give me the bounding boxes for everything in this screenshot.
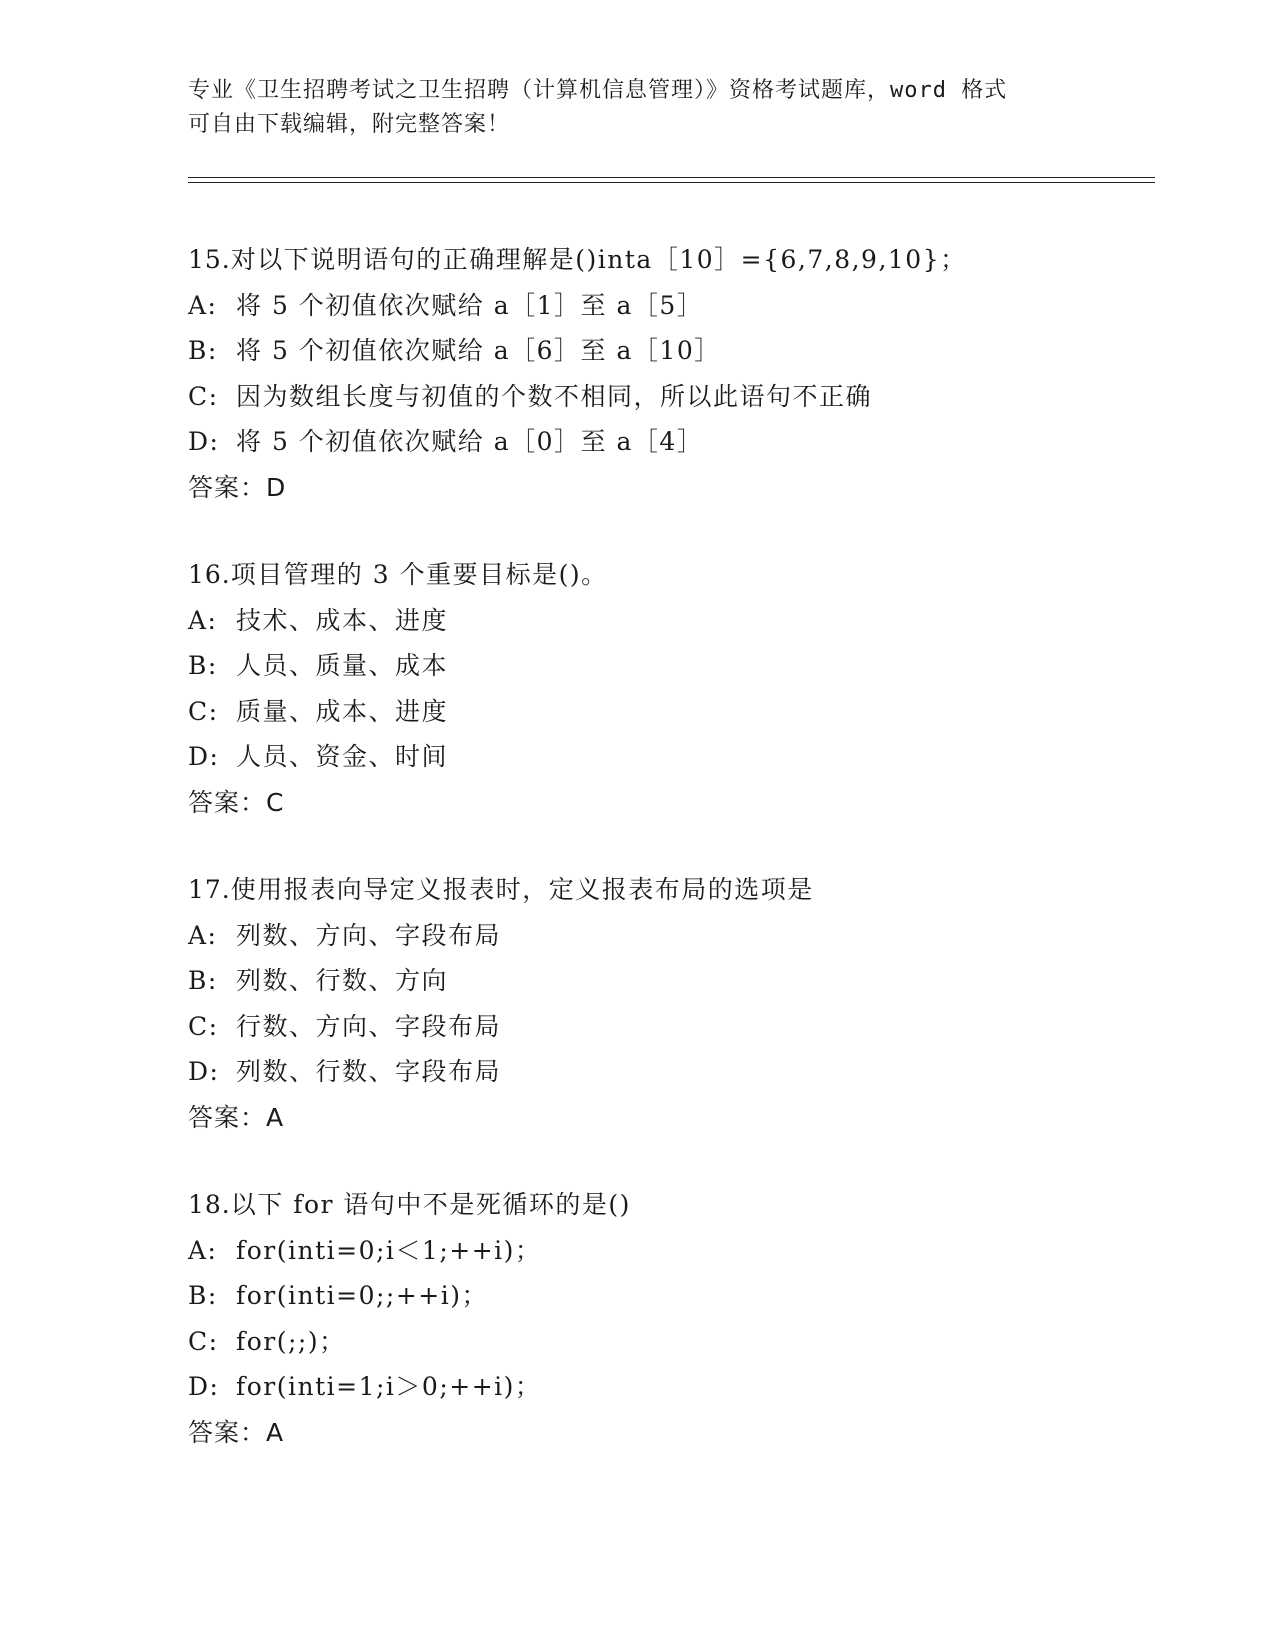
option-key: D: [188, 1057, 220, 1086]
header-divider-top [188, 177, 1155, 178]
option-text: 技术、成本、进度 [236, 605, 449, 635]
question-number: 15. [188, 245, 231, 274]
option-b [188, 1273, 1148, 1319]
option-text: 质量、成本、进度 [236, 696, 449, 726]
option-b [188, 328, 1148, 374]
option-key: B: [188, 336, 218, 365]
option-key: B: [188, 966, 218, 995]
option-text: 将 5 个初值依次赋给 a［0］至 a［4］ [236, 427, 704, 456]
question-number: 17. [188, 875, 231, 904]
option-c [188, 1004, 1148, 1050]
question-18 [188, 1182, 1148, 1455]
option-key: D: [188, 742, 220, 771]
question-stem [188, 867, 1148, 913]
option-text: for(inti=0;;++i)； [236, 1281, 488, 1310]
option-key: A: [188, 290, 218, 320]
option-key: A: [188, 920, 218, 950]
option-a [188, 283, 1148, 329]
option-key: A: [188, 1235, 218, 1265]
question-number: 16. [188, 560, 231, 589]
option-key: C: [188, 381, 219, 411]
option-text: 列数、行数、字段布局 [236, 1057, 502, 1086]
question-text: 对以下说明语句的正确理解是()inta［10］={6,7,8,9,10}； [230, 245, 967, 274]
header-line-2: 可自由下载编辑，附完整答案！ [188, 112, 511, 137]
option-a [188, 913, 1148, 959]
option-key: D: [188, 427, 220, 456]
header-divider-bottom [188, 182, 1155, 183]
option-text: 人员、质量、成本 [236, 651, 449, 680]
answer-line: 答案：D [188, 472, 287, 502]
option-text: 行数、方向、字段布局 [236, 1011, 502, 1041]
option-c [188, 1319, 1148, 1365]
option-key: A: [188, 605, 218, 635]
header-line-1: 专业《卫生招聘考试之卫生招聘（计算机信息管理）》资格考试题库，word 格式 [188, 78, 1008, 103]
question-stem [188, 1182, 1148, 1228]
option-key: C: [188, 696, 219, 726]
question-list [188, 237, 1148, 1497]
question-17 [188, 867, 1148, 1140]
option-c [188, 374, 1148, 420]
answer-line: 答案：A [188, 1102, 285, 1132]
option-d [188, 1049, 1148, 1095]
option-b [188, 643, 1148, 689]
option-text: 列数、方向、字段布局 [236, 920, 502, 950]
option-d [188, 734, 1148, 780]
option-text: 列数、行数、方向 [236, 966, 449, 995]
option-text: for(inti=1;i＞0;++i)； [236, 1372, 542, 1401]
option-text: 因为数组长度与初值的个数不相同，所以此语句不正确 [236, 381, 873, 411]
question-text: 使用报表向导定义报表时，定义报表布局的选项是 [230, 875, 814, 904]
option-text: 将 5 个初值依次赋给 a［6］至 a［10］ [236, 336, 721, 365]
option-text: for(;;)； [236, 1326, 346, 1356]
option-b [188, 958, 1148, 1004]
option-key: C: [188, 1326, 219, 1356]
option-d [188, 419, 1148, 465]
option-key: B: [188, 651, 218, 680]
question-15 [188, 237, 1148, 510]
option-key: C: [188, 1011, 219, 1041]
option-text: for(inti=0;i＜1;++i)； [236, 1235, 542, 1265]
option-key: B: [188, 1281, 218, 1310]
answer-line: 答案：A [188, 1417, 285, 1447]
question-16 [188, 552, 1148, 825]
answer-line: 答案：C [188, 787, 285, 817]
question-number: 18. [188, 1190, 231, 1219]
option-a [188, 598, 1148, 644]
document-header [188, 74, 1088, 142]
question-stem [188, 237, 1148, 283]
option-a [188, 1228, 1148, 1274]
option-text: 人员、资金、时间 [236, 742, 449, 771]
question-stem [188, 552, 1148, 598]
option-d [188, 1364, 1148, 1410]
option-key: D: [188, 1372, 220, 1401]
question-text: 项目管理的 3 个重要目标是()。 [230, 560, 608, 589]
option-text: 将 5 个初值依次赋给 a［1］至 a［5］ [236, 290, 704, 320]
option-c [188, 689, 1148, 735]
question-text: 以下 for 语句中不是死循环的是() [230, 1190, 631, 1219]
